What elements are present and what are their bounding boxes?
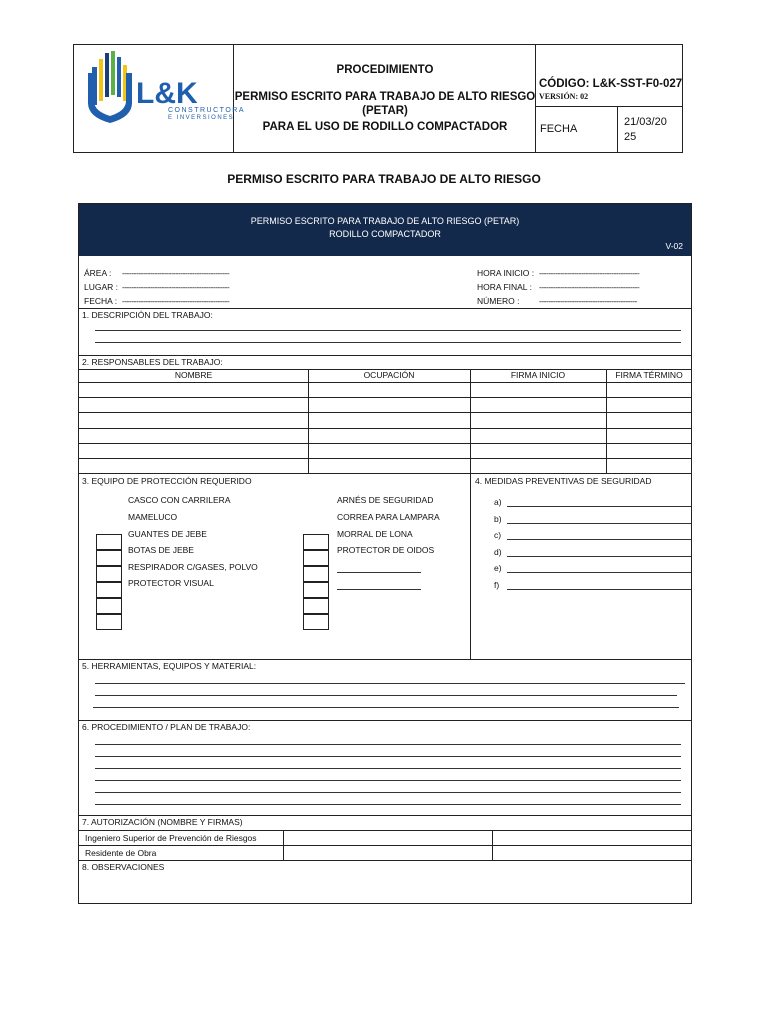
table-line: [492, 830, 493, 860]
s5-write-line[interactable]: [95, 695, 677, 696]
banner-line1: PERMISO ESCRITO PARA TRABAJO DE ALTO RIESGO (PETAR): [250, 216, 520, 226]
epp-checkbox[interactable]: [303, 614, 329, 630]
epp-blank-line[interactable]: [337, 589, 421, 590]
form-banner: [79, 204, 691, 256]
medida-line[interactable]: [507, 539, 691, 540]
epp-checkbox[interactable]: [303, 550, 329, 566]
table-row[interactable]: [79, 458, 691, 459]
s5-write-line[interactable]: [93, 707, 679, 708]
s6-write-line[interactable]: [95, 792, 681, 793]
header-title-line3: PARA EL USO DE RODILLO COMPACTADOR: [262, 121, 508, 133]
auth-role-prevencion: Ingeniero Superior de Prevención de Riesgos: [85, 833, 257, 843]
numero-label: NÚMERO :: [477, 296, 520, 306]
epp-checkbox[interactable]: [96, 598, 122, 614]
epp-item: CORREA PARA LAMPARA: [337, 512, 440, 522]
medida-line[interactable]: [507, 506, 691, 507]
col-nombre: NOMBRE: [174, 370, 213, 380]
epp-item: ARNÉS DE SEGURIDAD: [337, 495, 434, 505]
epp-checkbox[interactable]: [303, 582, 329, 598]
petar-form: [78, 203, 692, 904]
divider: [79, 720, 691, 721]
s1-write-line[interactable]: [95, 342, 681, 343]
lugar-label: LUGAR :: [84, 282, 119, 292]
table-line: [79, 845, 691, 846]
area-field[interactable]: ----------------------------------------------: [122, 268, 230, 278]
document-version: VERSIÓN: 02: [539, 92, 589, 101]
table-row[interactable]: [79, 443, 691, 444]
epp-item: CASCO CON CARRILERA: [128, 495, 231, 505]
banner-version: V-02: [665, 241, 683, 251]
svg-text:CONSTRUCTORA: CONSTRUCTORA: [168, 107, 245, 114]
header-title-line1: PERMISO ESCRITO PARA TRABAJO DE ALTO RIESGO: [234, 91, 536, 103]
company-logo: [74, 45, 245, 152]
epp-checkbox[interactable]: [96, 566, 122, 582]
epp-checkbox[interactable]: [303, 598, 329, 614]
s1-write-line[interactable]: [95, 330, 681, 331]
table-row[interactable]: [79, 382, 691, 383]
fecha-value: [618, 107, 682, 152]
svg-text:L&K: L&K: [136, 77, 198, 110]
epp-item: MORRAL DE LONA: [337, 529, 413, 539]
col-firma-termino: FIRMA TÉRMINO: [615, 370, 683, 380]
s6-write-line[interactable]: [95, 768, 681, 769]
epp-item: PROTECTOR VISUAL: [128, 578, 214, 588]
col-firma-inicio: FIRMA INICIO: [510, 370, 566, 380]
epp-checkbox[interactable]: [96, 582, 122, 598]
table-line: [79, 860, 691, 861]
medida-letter: d): [494, 547, 502, 557]
s2-title: 2. RESPONSABLES DEL TRABAJO:: [82, 357, 223, 367]
table-line: [283, 830, 284, 860]
fecha-value-line1: 21/03/20: [624, 116, 667, 128]
table-row[interactable]: [79, 412, 691, 413]
s6-write-line[interactable]: [95, 756, 681, 757]
medida-line[interactable]: [507, 556, 691, 557]
fecha-form-label: FECHA :: [84, 296, 118, 306]
divider: [79, 308, 691, 309]
divider: [79, 659, 691, 660]
document-header: [73, 44, 683, 153]
table-line: [79, 830, 691, 831]
hora-inicio-label: HORA INICIO :: [477, 268, 535, 278]
s3-title: 3. EQUIPO DE PROTECCIÓN REQUERIDO: [82, 476, 252, 486]
col-ocupacion: OCUPACIÓN: [363, 370, 415, 380]
table-row[interactable]: [79, 428, 691, 429]
s6-title: 6. PROCEDIMIENTO / PLAN DE TRABAJO:: [82, 722, 251, 732]
medida-letter: f): [494, 580, 500, 590]
s5-title: 5. HERRAMIENTAS, EQUIPOS Y MATERIAL:: [82, 661, 257, 671]
s7-title: 7. AUTORIZACIÓN (NOMBRE Y FIRMAS): [82, 817, 243, 827]
table-line: [308, 369, 309, 473]
epp-item: GUANTES DE JEBE: [128, 529, 207, 539]
numero-field[interactable]: ------------------------------------------: [539, 296, 637, 306]
medida-letter: b): [494, 514, 502, 524]
hora-inicio-field[interactable]: -------------------------------------------: [539, 268, 640, 278]
table-line: [606, 369, 607, 473]
fecha-label: FECHA: [536, 107, 618, 152]
epp-checkbox[interactable]: [96, 550, 122, 566]
s6-write-line[interactable]: [95, 780, 681, 781]
table-row[interactable]: [79, 397, 691, 398]
form-subtitle: PERMISO ESCRITO PARA TRABAJO DE ALTO RIESGO: [227, 172, 541, 186]
auth-role-residente: Residente de Obra: [85, 848, 157, 858]
code-cell: [536, 45, 682, 107]
epp-checkbox[interactable]: [303, 534, 329, 550]
medida-line[interactable]: [507, 523, 691, 524]
medida-letter: e): [494, 563, 502, 573]
s4-title: 4. MEDIDAS PREVENTIVAS DE SEGURIDAD: [475, 476, 652, 486]
medida-line[interactable]: [507, 589, 691, 590]
epp-item: RESPIRADOR C/GASES, POLVO: [128, 562, 258, 572]
hora-final-field[interactable]: -------------------------------------------: [539, 282, 640, 292]
divider: [79, 815, 691, 816]
header-title-block: [234, 45, 536, 152]
divider: [79, 473, 691, 474]
medida-line[interactable]: [507, 572, 691, 573]
epp-item: BOTAS DE JEBE: [128, 545, 194, 555]
divider: [79, 355, 691, 356]
s5-write-line[interactable]: [95, 683, 685, 684]
svg-text:E INVERSIONES: E INVERSIONES: [168, 115, 235, 121]
medida-letter: c): [494, 530, 502, 540]
hora-final-label: HORA FINAL :: [477, 282, 532, 292]
s8-title: 8. OBSERVACIONES: [82, 862, 165, 872]
document-code: CÓDIGO: L&K-SST-F0-027: [539, 78, 683, 90]
banner-line2: RODILLO COMPACTADOR: [329, 229, 441, 239]
header-meta: [536, 45, 682, 152]
fecha-form-field[interactable]: ----------------------------------------------: [122, 296, 230, 306]
table-line: [470, 369, 471, 473]
epp-checkbox[interactable]: [303, 566, 329, 582]
fecha-value-line2: 25: [624, 131, 637, 143]
epp-checkbox[interactable]: [96, 534, 122, 550]
lk-logo-icon: [74, 45, 245, 152]
s1-title: 1. DESCRIPCIÓN DEL TRABAJO:: [82, 310, 213, 320]
s6-write-line[interactable]: [95, 804, 681, 805]
divider: [470, 473, 471, 659]
epp-checkbox[interactable]: [96, 614, 122, 630]
s6-write-line[interactable]: [95, 744, 681, 745]
lugar-field[interactable]: ----------------------------------------------: [122, 282, 230, 292]
epp-item: MAMELUCO: [128, 512, 178, 522]
header-title-line2: (PETAR): [362, 105, 408, 117]
epp-item: PROTECTOR DE OIDOS: [337, 545, 435, 555]
area-label: ÁREA :: [84, 268, 112, 278]
header-procedimiento: PROCEDIMIENTO: [336, 64, 434, 76]
epp-blank-line[interactable]: [337, 572, 421, 573]
medida-letter: a): [494, 497, 502, 507]
